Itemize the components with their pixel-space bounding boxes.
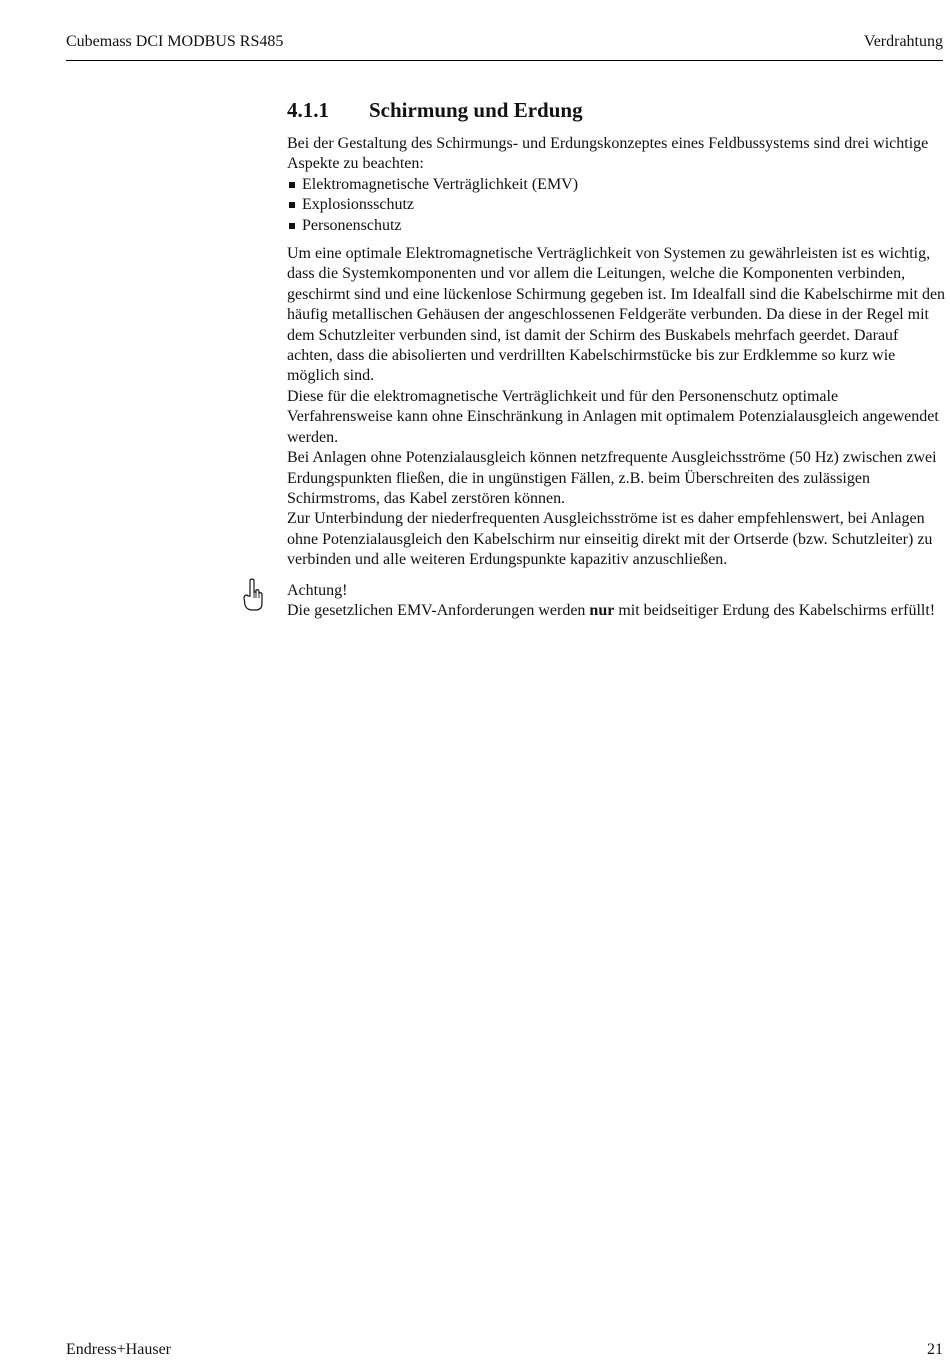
list-item: Explosionsschutz xyxy=(287,195,947,215)
section-heading-title: Schirmung und Erdung xyxy=(369,98,583,122)
list-item: Elektromagnetische Verträglichkeit (EMV) xyxy=(287,175,947,195)
warning-emphasis: nur xyxy=(589,601,615,619)
list-item: Personenschutz xyxy=(287,216,947,236)
intro-paragraph: Bei der Gestaltung des Schirmungs- und Erdungskonzeptes eines Feldbussystems sind drei wichtige Aspekte zu beachten: xyxy=(287,135,929,173)
body-paragraph: Zur Unterbindung der niederfrequenten Ausgleichsströme ist es daher empfehlenswert, bei Anlagen ohne Potenzialausgleich den Kabelschirm nur einseitig direkt mit der Ortserde (bzw. Schutzleiter) zu verbinden und alle weiteren Erdungspunkte kapazitiv anzuschließen. xyxy=(287,510,933,569)
warning-title: Achtung! xyxy=(287,581,348,599)
page-header xyxy=(66,30,943,61)
section-heading xyxy=(287,96,947,124)
page-number: 21 xyxy=(927,1341,943,1358)
aspect-list xyxy=(287,175,947,236)
document-title: Cubemass DCI MODBUS RS485 xyxy=(66,33,284,50)
warning-note xyxy=(287,581,947,622)
company-name: Endress+Hauser xyxy=(66,1341,171,1358)
body-paragraph: Diese für die elektromagnetische Verträglichkeit und für den Personenschutz optimale Verfahrensweise kann ohne Einschränkung in Anlagen mit optimalem Potenzialausgleich angewendet werden. xyxy=(287,387,939,446)
body-paragraph: Um eine optimale Elektromagnetische Verträglichkeit von Systemen zu gewährleisten ist es wichtig, dass die Systemkomponenten und vor allem die Leitungen, welche die Komponenten verbinden, geschirmt sind und eine lückenlose Schirmung gegeben ist. Im Idealfall sind die Kabelschirme mit den häufig metallischen Gehäusen der angeschlossenen Feldgeräte verbunden. Da diese in der Regel mit dem Schutzleiter verbunden sind, ist damit der Schirm des Buskabels mehrfach geerdet. Darauf achten, dass die abisolierten und verdrillten Kabelschirmstücke bis zur Erdklemme so kurz wie möglich sind. xyxy=(287,245,946,385)
warning-text: Die gesetzlichen EMV-Anforderungen werden nur mit beidseitiger Erdung des Kabelschirms erfüllt! xyxy=(287,601,936,619)
body-paragraph: Bei Anlagen ohne Potenzialausgleich können netzfrequente Ausgleichsströme (50 Hz) zwischen zwei Erdungspunkten fließen, die in ungünstigen Fällen, z.B. beim Überschreiten des zulässigen Schirmstroms, das Kabel zerstören können. xyxy=(287,449,937,507)
main-content xyxy=(287,96,947,621)
section-title: Verdrahtung xyxy=(863,33,943,50)
section-number: 4.1.1 xyxy=(287,98,329,122)
pointing-hand-icon xyxy=(242,578,264,612)
